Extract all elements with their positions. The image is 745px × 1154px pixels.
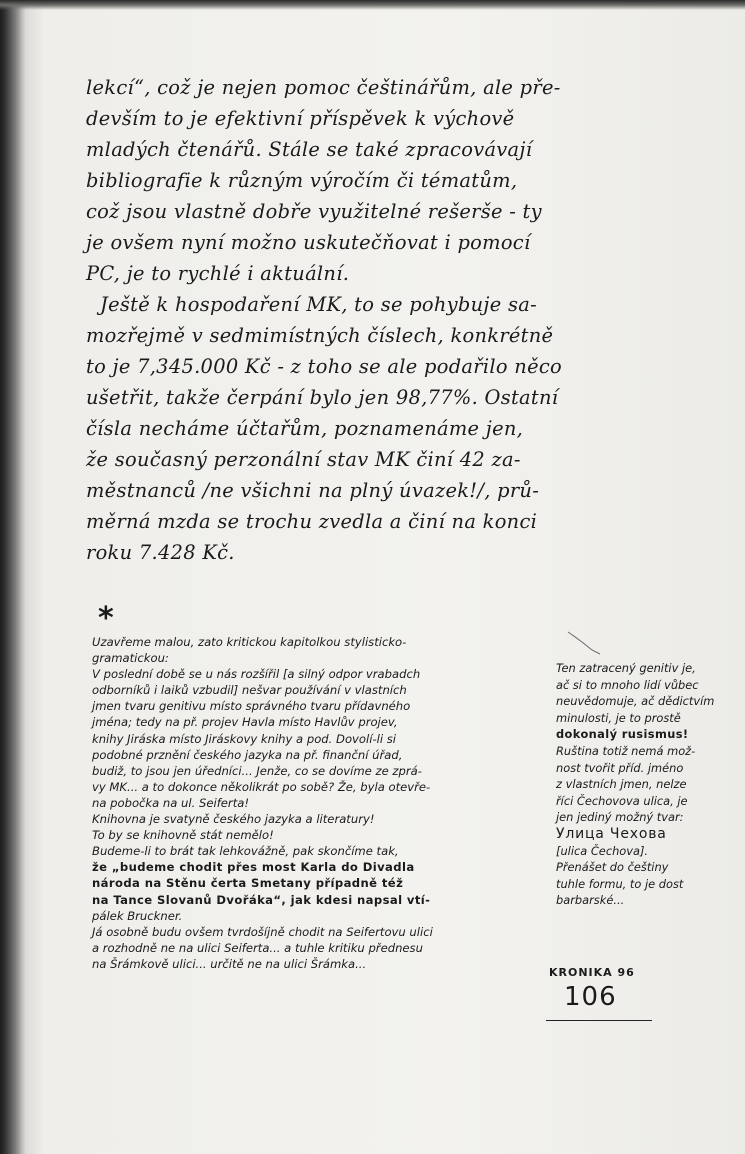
page-number: 106 xyxy=(564,982,617,1012)
main-line: roku 7.428 Kč. xyxy=(86,541,235,564)
left-note-line: jmen tvaru genitivu místo správného tvaru přídavného xyxy=(92,699,411,714)
left-note-line: že „budeme chodit přes most Karla do Divadla xyxy=(92,860,415,875)
left-note-line: vy MK... a to dokonce několikrát po sobě? Že, byla otevře- xyxy=(92,779,431,794)
left-note-line: na Šrámkově ulici... určitě ne na ulici Šrámka... xyxy=(92,956,367,971)
asterisk-mark: * xyxy=(98,601,114,636)
top-edge-shadow xyxy=(0,0,745,10)
pen-stroke-mark xyxy=(566,630,606,656)
main-line: mladých čtenářů. Stále se také zpracovávají xyxy=(86,138,533,161)
main-line: Ještě k hospodaření MK, to se pohybuje sa- xyxy=(100,293,537,316)
main-line: že současný perzonální stav MK činí 42 za- xyxy=(86,448,521,471)
right-note-line: říci Čechovova ulica, je xyxy=(556,793,688,808)
left-note xyxy=(92,634,532,972)
left-note-line: V poslední době se u nás rozšířil [a silný odpor vrabadch xyxy=(92,667,421,682)
main-line: to je 7,345.000 Kč - z toho se ale podařilo něco xyxy=(86,355,562,378)
left-note-line: a rozhodně ne na ulici Seiferta... a tuhle kritiku přednesu xyxy=(92,940,423,955)
left-note-line: budiž, to jsou jen úředníci... Jenže, co se dovíme ze zprá- xyxy=(92,763,422,778)
right-note-line: neuvědomuje, ač dědictvím xyxy=(556,694,715,709)
right-note-line: Ten zatracený genitiv je, xyxy=(556,661,696,675)
right-note-line: [ulica Čechova]. xyxy=(556,843,649,858)
left-note-line: podobné prznění českého jazyka na př. finanční úřad, xyxy=(92,747,403,762)
page-number-underline xyxy=(546,1020,652,1021)
main-line: je ovšem nyní možno uskutečňovat i pomocí xyxy=(86,231,531,254)
main-line: devším to je efektivní příspěvek k výchově xyxy=(86,107,515,130)
main-line: bibliografie k různým výročím či tématům, xyxy=(86,169,518,192)
right-note-line: tuhle formu, to je dost xyxy=(556,876,684,891)
left-note-line: Uzavřeme malou, zato kritickou kapitolkou stylisticko- xyxy=(92,635,407,649)
main-line: PC, je to rychlé i aktuální. xyxy=(86,262,350,285)
main-line: lekcí“, což je nejen pomoc češtinářům, ale pře- xyxy=(86,76,561,99)
right-note-line: barbarské... xyxy=(556,893,625,908)
left-note-line: pálek Bruckner. xyxy=(92,908,183,923)
main-line: měrná mzda se trochu zvedla a činí na konci xyxy=(86,510,538,533)
right-note-line: minulosti, je to prostě xyxy=(556,710,681,725)
left-note-line: odborníků i laiků vzbudil] nešvar používání v vlastních xyxy=(92,683,407,698)
right-note-line: nost tvořit příd. jméno xyxy=(556,760,684,775)
right-note-line: Ruština totiž nemá mož- xyxy=(556,743,696,758)
right-note xyxy=(556,660,736,909)
left-note-line: gramatickou: xyxy=(92,651,169,666)
right-note-line: jen jediný možný tvar: xyxy=(556,810,684,825)
left-note-line: Knihovna je svatyně českého jazyka a literatury! xyxy=(92,812,375,827)
right-note-line: Přenášet do češtiny xyxy=(556,860,669,875)
right-note-line: ač si to mnoho lidí vůbec xyxy=(556,677,699,692)
main-line: čísla necháme účtařům, poznamenáme jen, xyxy=(86,417,524,440)
right-note-line: z vlastních jmen, nelze xyxy=(556,777,687,792)
kronika-label: KRONIKA 96 xyxy=(549,966,635,979)
main-line: ušetřit, takže čerpání bylo jen 98,77%. Ostatní xyxy=(86,386,559,409)
main-line: mozřejmě v sedmimístných číslech, konkrétně xyxy=(86,324,554,347)
main-line: městnanců /ne všichni na plný úvazek!/, prů- xyxy=(86,479,540,502)
right-note-line: dokonalý rusismus! xyxy=(556,727,689,742)
binding-shadow xyxy=(0,0,26,1154)
left-note-line: knihy Jiráska místo Jiráskovy knihy a pod. Dovolí-li si xyxy=(92,731,397,746)
main-line: což jsou vlastně dobře využitelné rešerše - ty xyxy=(86,200,542,223)
left-note-line: Já osobně budu ovšem tvrdošíjně chodit na Seifertovu ulici xyxy=(92,924,433,939)
left-note-line: národa na Stěnu čerta Smetany případně též xyxy=(92,876,404,891)
left-note-line: Budeme-li to brát tak lehkovážně, pak skončíme tak, xyxy=(92,844,399,859)
left-note-line: na pobočka na ul. Seiferta! xyxy=(92,795,249,810)
right-note-line: Улица Чехова xyxy=(556,825,667,842)
main-paragraph xyxy=(86,72,562,568)
left-note-line: jména; tedy na př. projev Havla místo Havlův projev, xyxy=(92,715,398,730)
left-note-line: To by se knihovně stát nemělo! xyxy=(92,828,274,843)
left-note-line: na Tance Slovanů Dvořáka“, jak kdesi napsal vtí- xyxy=(92,892,431,907)
